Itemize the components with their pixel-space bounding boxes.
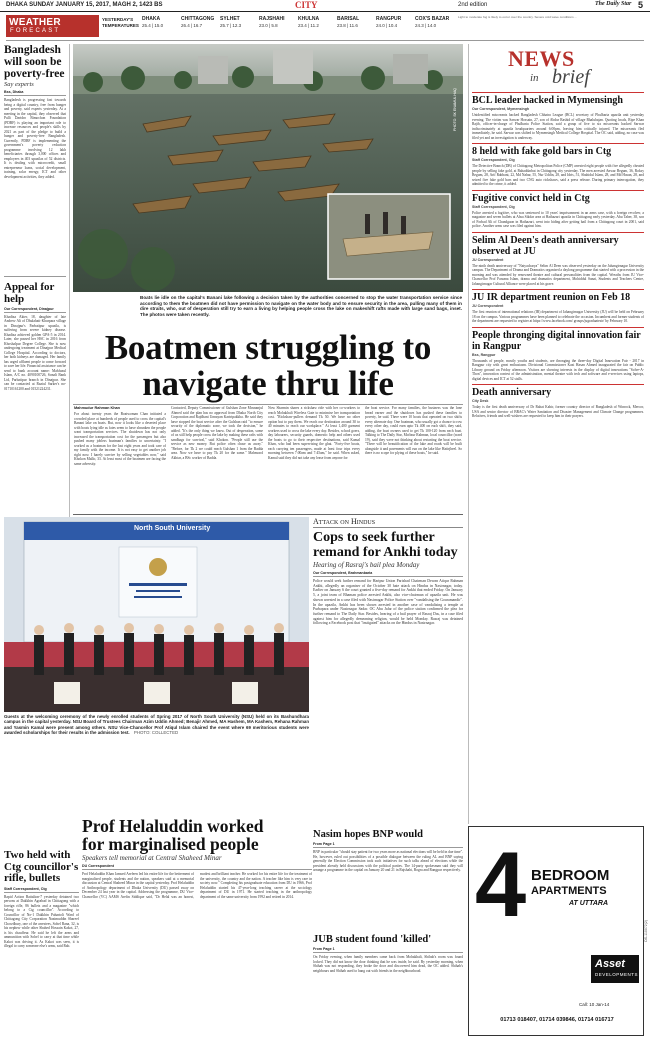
nsu-caption — [4, 714, 309, 754]
ad-line1: BEDROOM — [531, 867, 610, 884]
brief-col-rule — [468, 44, 469, 824]
brief-item-byline: City Desk — [472, 399, 489, 403]
weather-city — [415, 15, 452, 37]
nsu-photo — [4, 517, 309, 712]
brief-item — [472, 143, 644, 187]
nasim-head: Nasim hopes BNP would — [313, 829, 423, 840]
story-poverty-head: Bangladesh will soon be poverty-free — [4, 44, 65, 80]
news-brief-title-in: in — [530, 72, 539, 84]
weather-city — [259, 15, 296, 37]
story-rifle-byline: Staff Correspondent, Ctg — [4, 887, 79, 893]
brief-item-byline: Our Correspondent, Mymensingh — [472, 107, 530, 111]
brief-item — [472, 327, 644, 382]
story-poverty-text: Bangladesh is progressing fast towards being a digital country, free from hunger and poverty, said experts yesterday. At a meeting in the capital, they observed that Palli Daridro Bimochon Foundation (PDBF) is playing an important role to increase resources and people's skills by 2021 as part of the pledge to build a hunger and poverty-free Bangladesh. Currently, PDBF is implementing the government's poverty reduction programme involving 12 lakh beneficiaries through 3,000 offices and employees in 403 upazilas of 52 districts. It is dealing with microcredit, small entrepreneur loans, social development, training, solar energy, ICT and other development activities, they added. — [4, 98, 66, 179]
main-headline-line1: Boatmen struggling to — [104, 328, 432, 367]
brief-item-text: The ninth death anniversary of "Natyacharya" Selim Al Deen was observed yesterday on the Jahangirnagar University campus. The Department of Drama and Dramatics organised a daylong programme that started with a procession in the morning and was attended by renowned theatre and cultural personalities from the capital. Wreaths from JU Vice-Chancellor Prof Farzana Islam, drama and dramatics department, Mohiddul Sanai, Students and Teachers Centre, Jahangirnagar Cultural Alliance were placed at his grave. — [472, 263, 644, 286]
cops-byline: Our Correspondent, Brahmanbaria — [313, 571, 463, 577]
brief-item-text: Thousands of people, mostly youths and students, are thronging the three-day Digital Innovation Fair - 2017 in Rangpur city with great enthusiasm. Divisional Commissioner Kazi Hasan Ahmed inaugurated the fair on Public Library ground on Friday afternoon. Visitors are showing interests in the display of digital innovations "Solve-A-Thon", innovation contest of the administration, mental theatre with tech and software and e-services using laptops, digital devices and ICT at 52 stalls. — [472, 358, 644, 381]
ad-logo — [591, 955, 639, 983]
boats-photo — [73, 44, 463, 292]
brief-item-byline: Bss, Rangpur — [472, 352, 496, 357]
weather-cities — [142, 15, 454, 37]
story-poverty-byline: Bss, Dhaka — [4, 90, 66, 96]
weather-city — [337, 15, 374, 37]
story-rifle-head: Two held with Ctg councillor's rifle, bullets — [4, 850, 79, 884]
nasim-byline: From Page 1 — [313, 842, 463, 848]
brief-item-byline: Staff Correspondent, Ctg — [472, 158, 515, 162]
weather-city-name: SYLHET — [220, 16, 240, 22]
story-appeal-byline: Our Correspondent, Dinajpur — [4, 307, 66, 313]
story-poverty-sub: Say experts — [4, 81, 34, 88]
weather-city-name: RAJSHAHI — [259, 16, 285, 22]
edition-label: 2nd edition — [458, 2, 488, 8]
news-brief-title-brief: brief — [552, 66, 590, 88]
weather-city — [142, 15, 179, 37]
news-brief-title — [472, 44, 644, 92]
weather-box — [6, 15, 99, 37]
brief-item-byline: JU Correspondent — [472, 304, 504, 308]
brief-item-text: The Detective Branch (DB) of Chittagong Metropolitan Police (CMP) arrested eight people with five allegedly cheated people by selling fake gold, at Bahaddarhat in Chittagong city yesterday. The men arrested Anwar Begum, 36, Roksy Begum, 28, Arif Rabbani, 22, Md Nahar, 55, Nur Uddin, 28, and Idris, 51, Shahidul Islam, 28, and Md Hasan, 28, and seized five fake gold bars and two CNG auto rickshaws, said a press release. During primary interrogation, they admitted to the crime, it added. — [472, 164, 644, 186]
weather-city — [376, 15, 413, 37]
ad-brand-sub: DEVELOPMENTS — [595, 972, 639, 977]
weather-city-name: DHAKA — [142, 16, 161, 22]
brief-item-byline: Staff Correspondent, Ctg — [472, 204, 515, 209]
temps-label: TEMPERATURES — [102, 22, 139, 28]
boats-photo-caption: Boats lie idle on the capital's Banani lake following a decision taken by the authorities concerned to stop the water transportation service since according to them the boatmen did not have permission to navigate on the water body and to ensure security in the area, pulling many of them in dire straits, who, out of desperation still try to earn a living by helping people cross the lake on makeshift rafts made with large sand bags, inset. The photos were taken recently. — [140, 295, 462, 318]
nasim-story — [313, 829, 463, 1039]
yesterday-temps-label — [102, 17, 139, 28]
jub-byline: From Page 1 — [313, 947, 463, 953]
brief-item-head: Selim Al Deen's death anniversary observed at JU — [472, 234, 619, 257]
weather-city-name: KHULNA — [298, 16, 320, 22]
news-brief-title-news: NEWS — [508, 46, 575, 71]
brief-item-head: 8 held with fake gold bars in Ctg — [472, 146, 612, 157]
brief-item — [472, 92, 644, 140]
weather-city-name: RANGPUR — [376, 16, 402, 22]
brief-item — [472, 384, 644, 419]
story-appeal-text: Khadiza Akter, 18, daughter of late Andrew Ali of Dhulahati-Khurpara village in Dinajpur's Parbatipur upazila, is suffering from severe kidney disease. Khadiza achieved golden GPA-5 in 2014. Later, she passed her HSC in 2016 from Khoshalpur Degree College. She is now undergoing treatment at Dinajpur Medical College Hospital. According to doctors, her both kidneys are damaged. Her family has urged affluent people to come forward to save her life. Financial assistance can be send to bank account name: Mahfuzul Islam, A/C no. 4090100726, Sonali Bank Ltd, Parbatipur branch in Dinajpur. She can be contacted at Raziul Sarker's no- 01710161200 and 01521224231. — [4, 314, 66, 391]
helal-byline: DU Correspondent — [82, 864, 312, 870]
weather-city-temp: 23.0 | 5.8 — [259, 23, 278, 28]
weather-city — [298, 15, 335, 37]
helal-story — [82, 817, 312, 1037]
main-col-2: Contacted, Deputy Commissioner of Gulshan Zone Mosnanjul Ahmed said the plan has no approval from Dhaka North City Corporation and Rajdhani Unnayan Kartripakkha. He said they have stopped the boat service after the Gulshan raid "to ensure security of the diplomatic zone, we took the decision," he added. "It's the only thing we know. Out of desperation, some of us still help people cross the lake by making these rafts with sandbags for survival," said Khokon. "People still use the service as new money. But police often chase us away." "Before, for Tk 2 we could reach Gulshan 1 from the Badda area. Now we have to pay Tk 20 for the same." Mahmood Akhtar, a BSc worker of Badda. — [171, 406, 263, 460]
left-divider-1 — [4, 276, 66, 277]
brief-item-text: Unidentified miscreants hacked Bangladesh Chhatra League (BCL) secretary of Phulbaria upazila unit yesterday evening. The victim was Sarwar Hossain, 27, son of Abdur Rashid of village Bhaluhajan. Quoting locals, Ripe Khan Rajib, officer-in-charge of Phulbaria Police Station, said a group of five to six miscreants hacked Sarwar indiscriminately at upazila headquarters around 6:00pm, leaving him critically injured. The miscreants fled immediately, he said. Sarwar was shifted to Mymensingh Medical College Hospital. The OC said, adding, no case was filed yet and an investigation is underway. — [472, 113, 644, 140]
main-headline-rule — [73, 404, 463, 405]
weather-city — [220, 15, 257, 37]
news-brief — [472, 44, 644, 824]
helal-head-line1: Prof Helaluddin worked — [82, 817, 264, 836]
brief-item-head: Fugitive convict held in Ctg — [472, 192, 590, 204]
main-col-3: Now Sharmin shares a rickshaw ride with her co-workers to reach Mohakhali Wireless Gate to minimise her transportation cost. "Rickshaw-pullers demand Tk 50. We have no other option but to pay them. We reach our destination around 30 to 40 minutes to reach our workplace." At least 1,400 garment workers used to cross the lake every day. Besides, school goers, day labourers, security guards, domestic help and others used the boats to go to their respective destinations, said Kamal Khan, who had been supervising the ghat. "Forty-five boats, each carrying ten passengers, made at least four trips every morning between 7:00am and 7:45am," he said. When asked, Kamal said they did not take any lease from anyone for — [268, 406, 360, 460]
nsu-banner-text: North South University — [134, 525, 211, 532]
weather-city-temp: 25.4 | 15.0 — [142, 23, 164, 28]
weather-city-temp: 23.8 | 11.6 — [337, 23, 358, 28]
yesterday-label: YESTERDAY'S — [102, 17, 134, 22]
jub-head: JUB student found 'killed' — [313, 934, 432, 945]
brief-item-text: The first reunion of international relations (IR) department of Jahangirnagar University (JU) will be held on February 18 on the campus. Various programmes have been planned to celebrate the occasion. Incumbent and former students of the department are requested to register at https://www.facebook.com/ groups/jugraduatesir/ by February 10. — [472, 310, 644, 323]
nsu-photo-credit: PHOTO: COLLECTED — [133, 730, 179, 736]
main-byline: Mahmudur Rahman Khan — [74, 406, 120, 410]
ad-call: Call: 10 Jan-14 — [579, 1002, 610, 1007]
news-brief-list — [472, 92, 644, 419]
helal-sub: Speakers tell memorial at Central Shaheed Minar — [82, 854, 222, 862]
ad-brand: Asset — [595, 958, 625, 970]
brief-item-byline: JU Correspondent — [472, 257, 504, 262]
cops-text: Police would seek further remand for Haripur Union Parishad Chairman Dewan Atiqur Rahman Ankhi, allegedly an organiser of the October 30 hate attack on Hindus in Nasirnagar, today. Earlier on January 6 the court granted a five-day remand for Ankhi that ended Friday. On January 5, a joint team of Bhaman police arrested Ankhi, also vice-chairman of upazila unit. He was shown arrested in a case filed with Nasirnagar Police Station over "vandalising the Gouramandir". In the upazila, Ankhi has been shown arrested in another case of vandalising a temple at Purbapara under Nasirnagar Sadar. OC Abu Jafar of the police station confirmed the plea for further remand to The Daily Star. Besides, hearing of a bail prayer of Rasraj Das, in a case filed against him for allegedly demeaning religion, would be held Monday. Rasraj was detained following a Facebook post that "instigated" attacks on the Hindus in Nasirnagar. — [313, 579, 463, 626]
weather-city-name: BARISAL — [337, 16, 360, 22]
ad-number: 4 — [475, 834, 527, 936]
brief-item — [472, 289, 644, 324]
nsu-caption-text: Guests at the welcoming ceremony of the newly enrolled students of Spring 2017 of North South University (NSU) held on its Bashundhara campus in the capital yesterday. NSU Board of Trustees Chairman Azim Uddin Ahmed; Benajir Ahmed, MA Hashem, MA Kashem, Rehana Rahman and Yasmin Kamal were present among others. NSU Vice-Chancellor Prof Atiqul Islam chaired the event where 69 meritorious students were awarded scholarships for their results in the admission test. — [4, 714, 309, 736]
main-col-4: the boat service. For many families, the business was the lone bread earner and the shutdown has pushed these families to poverty, he said. There were 10 boats that operated on two shifts every alternate day. One boatman, who usually got a chance to row every other day, could earn upto Tk 400 on each shift, they said, adding, the boat owners used to get Tk 100-120 from each boat. Talking to The Daily Star, Mofizur Rahman, local councillor (ward 19), said they were not thinking about restarting the boat service. "There will be beautification of the lake and roads will be built alongside it and pavements will run on the lake like Hatirjheel. So there is no scope for plying of these boats," he said. — [365, 406, 462, 455]
helal-head-line2: for marginalised people — [82, 834, 259, 854]
ad-line2: APARTMENTS — [531, 885, 607, 897]
cops-story — [313, 517, 463, 727]
brief-item-head: BCL leader hacked in Mymensingh — [472, 95, 623, 106]
date-line: DHAKA SUNDAY JANUARY 15, 2017, MAGH 2, 1423 BS — [6, 2, 163, 8]
apartment-ad[interactable] — [468, 826, 644, 1036]
left-story-rifle — [4, 850, 79, 1039]
helal-text: Prof Helaluddin Khan Jamsed Arefeen led his entire life for the betterment of marginalised people, students and the nation, speakers said at a memorial discussion at Central Shaheed Minar in the capital yesterday. Prof Helaluddin of Anthropology department of Dhaka University (DU) passed away on December 24 last year in the capital. Addressing the programme, DU Vice-Chancellor (VC) AAMS Arefin Siddique said, "Dr Helal was an honest, modest and brilliant teacher. He worked for his entire life for the treatment of the university, the country and the nation. A teacher like him is very rare in society now." Completing his postgraduate education from DU in 1966, Prof Helaluddin started his 47-year-long teaching career at the sociology department of DU in 1971. He started teaching in the anthropology department of the same university from 1992 and retired in 2014. — [82, 872, 312, 899]
main-col-1: For about twenty years the Boatwoman Chan initiated a crowded place at hundreds of people used to cross the capital's Banani lake on boats. But, now it looks like a deserted place with boats lying idle as fates seem to have shrunken the people want transportation services. The shutdown has not only increased the transportation cost for the passengers but also pushed many jobless boatman's families to uncertainty. "I worked as a boatman for the last eight years and took care of my family with the income. It is not easy to get another job right now. I barely survive by selling vegetables now," said Khokon Mallo, 33. At least most of the boatmen are facing the same adversity. — [74, 412, 166, 466]
weather-city — [181, 15, 218, 37]
weather-title: WEATHER — [9, 17, 61, 28]
ad-phones[interactable]: 01713 018407, 01714 039846, 01714 016717 — [500, 1017, 614, 1023]
brief-item-head: People thronging digital innovation fair in Rangpur — [472, 329, 641, 352]
weather-city-name: CHITTAGONG — [181, 16, 215, 22]
cops-sub: Hearing of Rasraj's bail plea Monday — [313, 561, 420, 569]
main-headline-line2: navigate thru life — [142, 364, 394, 403]
nsu-photo-image — [4, 517, 309, 712]
nasim-text: BNP in particular "should stay patient for two years more as national elections will be held in due time". He, however, ruled out possibilities of a possible dialogue between the ruling AL and BNP saying generally the Election Commission took such initiatives for such talks ahead of elections while the president already held discussions with the political parties. The 14-party spokesman said they will arrange a programme in the capital on January 20 and 21 in Rajshahi, Bogra and Rangpur respectively. — [313, 850, 463, 872]
cops-head: Cops to seek further remand for Ankhi today — [313, 530, 458, 560]
page-number: 5 — [638, 0, 644, 10]
brief-item-head: JU IR department reunion on Feb 18 — [472, 292, 631, 303]
main-story-rule — [73, 514, 463, 515]
weather-city-name: COX'S BAZAR — [415, 16, 450, 22]
weather-city-temp: 24.0 | 10.4 — [376, 23, 398, 28]
weather-divider — [6, 40, 644, 41]
brief-item-text: Police arrested a fugitive, who was sentenced to 10 years' imprisonment in an arms case, with a foreign revolver, a magazine and seven bullets at Ahsa Sikdar area at Hathazari upazila in Chittagong early yesterday. Abu Taher, 38, son of Forhad Ali of Chandgaon in Hathazari, went into hiding after getting bail from a Chittagong court in 2001, said police. Another arms case was filed against him. — [472, 210, 644, 228]
weather-city-temp: 25.7 | 12.3 — [220, 23, 242, 28]
brief-item — [472, 190, 644, 229]
brief-item-text: Today is the first death anniversary of Dr Rahat Kabir, former country director of Bangladesh of Winrock, Mercor, USA and senior director of BRAC's Water Sanitation and Disaster Management and Climate Change programmes. Relatives, friends and well-wishers are requested to keep him in their prayers. — [472, 405, 644, 418]
weather-subtitle: FORECAST — [10, 28, 61, 34]
masthead — [0, 0, 650, 12]
main-headline — [73, 330, 463, 402]
jub-text: On Friday evening, when family members came back from Mohakhali, Shihab's room was found locked. They did not know the door thinking that he was inside, he said. By yesterday morning, when Shihab was not responding, they broke the door and discovered him dead, the OC added. Shihab's neighbours and Shihab used to hang out with friends in the neighbourhood. — [313, 955, 463, 973]
weather-city-temp: 24.3 | 14.0 — [415, 23, 437, 28]
story-appeal-head: Appeal for help — [4, 280, 55, 305]
ad-side-code: DS-110072(2) — [644, 920, 648, 942]
brief-item — [472, 232, 644, 287]
brief-item-head: Death anniversary — [472, 387, 552, 398]
photo-credit: PHOTO: SK ENAMUL HAQ — [453, 88, 457, 131]
story-rifle-text: Rapid Action Battalion-7 yesterday detained two persons at Dakkhin Agrabad in Chittagong with a foreign rifle, 86 bullets and a magazine "which belong to a Ctg councillor". According to Councillor of No-1 Dakkhin Pahartoli Ward of Chittagong City Corporation Nazimuddin Shareef Chowdhury, one of the arrestees, Sohel Rana, 32, is his nephew while other Shahed Hossain Kakot, 27, is his chauffeur. He said he left the arms and ammunition with Sohel to carry at that time while Kakot was driving it. As Kakot was seen, it is illegal to carry someone else's arms, said Rab. — [4, 894, 79, 948]
weather-city-temp: 26.4 | 16.7 — [181, 23, 203, 28]
weather-note: Light to moderate fog is likely to occur over the country. Severe cold wave conditions ... — [458, 15, 578, 19]
paper-name: The Daily Star — [595, 1, 632, 7]
ad-line3: AT UTTARA — [569, 900, 609, 907]
boats-photo-image — [73, 44, 463, 292]
cops-kicker: Attack on Hindus — [313, 517, 463, 528]
weather-city-temp: 23.4 | 11.2 — [298, 23, 319, 28]
section-title: CITY — [295, 0, 318, 10]
